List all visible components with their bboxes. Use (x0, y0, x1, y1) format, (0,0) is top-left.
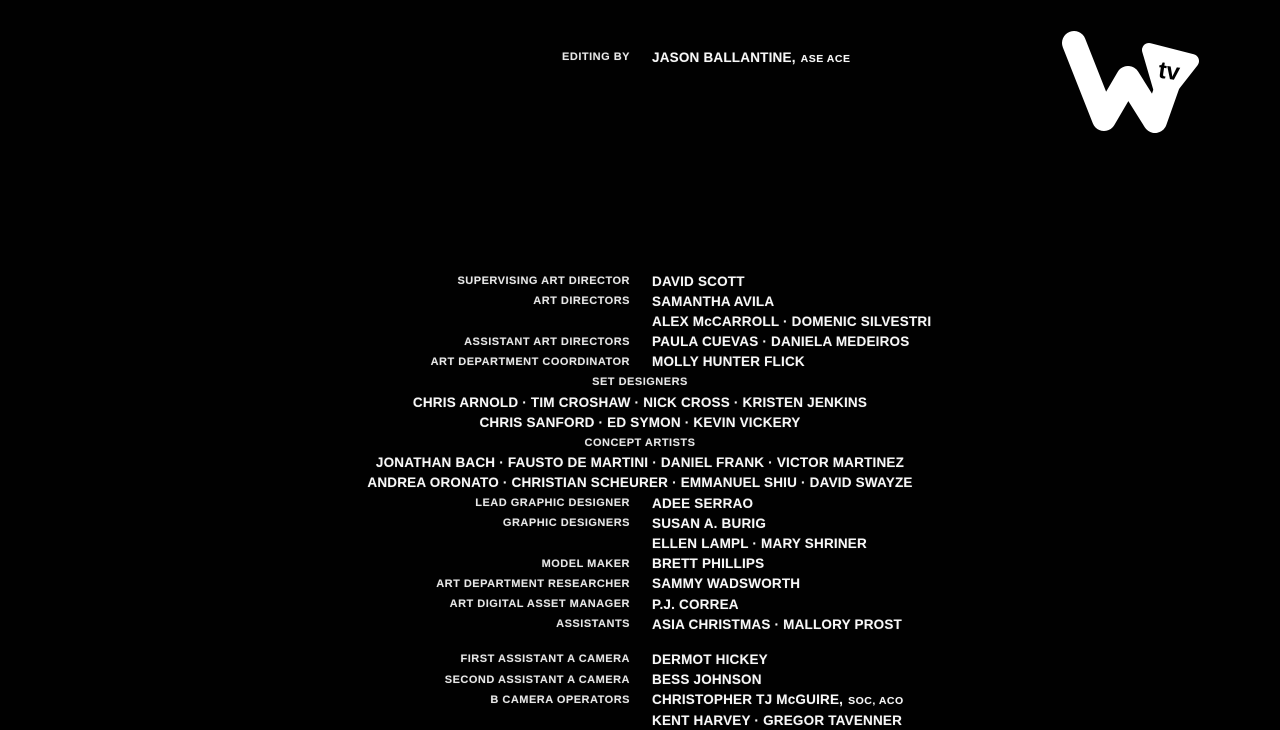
credit-name: ALEX McCARROLL · DOMENIC SILVESTRI (652, 313, 932, 329)
credit-name: DAVID SCOTT (652, 273, 745, 289)
credit-row (0, 614, 1280, 634)
credit-name: SUSAN A. BURIG (652, 515, 767, 531)
credit-role: ASSISTANTS (556, 618, 630, 631)
credit-role: ART DEPARTMENT COORDINATOR (430, 355, 630, 368)
credit-names-row (0, 473, 1280, 493)
credit-role: EDITING BY (562, 51, 630, 64)
credit-row (0, 513, 1280, 533)
credit-names-line: ANDREA ORONATO · CHRISTIAN SCHEURER · EMMANUEL SHIU · DAVID SWAYZE (367, 475, 913, 491)
credit-name: MOLLY HUNTER FLICK (652, 354, 805, 370)
credit-spacer (0, 634, 1280, 649)
credit-role: SUPERVISING ART DIRECTOR (457, 275, 630, 288)
credit-name: P.J. CORREA (652, 596, 739, 612)
credit-role: FIRST ASSISTANT A CAMERA (460, 653, 630, 666)
credit-name: SAMMY WADSWORTH (652, 576, 801, 592)
credit-row (0, 574, 1280, 594)
credit-role: GRAPHIC DESIGNERS (502, 517, 630, 530)
credit-row (0, 710, 1280, 730)
credit-names-row (0, 392, 1280, 412)
credit-row (0, 332, 1280, 352)
credit-name: ELLEN LAMPL · MARY SHRINER (652, 536, 867, 552)
credit-names-row (0, 453, 1280, 473)
credit-row (0, 311, 1280, 331)
credit-role: MODEL MAKER (541, 557, 630, 570)
credit-name: BRETT PHILLIPS (652, 556, 765, 572)
credits-rows (0, 271, 1280, 730)
credit-names-row (0, 412, 1280, 432)
credit-row (0, 352, 1280, 372)
credit-names-line: CHRIS ARNOLD · TIM CROSHAW · NICK CROSS · KRISTEN JENKINS (412, 394, 868, 410)
credit-name: CHRISTOPHER TJ McGUIRE, SOC, ACO (652, 692, 904, 708)
credit-role: ART DEPARTMENT RESEARCHER (436, 577, 630, 590)
credit-role: LEAD GRAPHIC DESIGNER (475, 497, 630, 510)
credit-group-heading: SET DESIGNERS (592, 376, 688, 389)
credit-name: PAULA CUEVAS · DANIELA MEDEIROS (652, 334, 910, 350)
tv-badge-label: tv (1156, 56, 1182, 87)
credit-row (0, 291, 1280, 311)
credit-row (0, 670, 1280, 690)
credit-role: SECOND ASSISTANT A CAMERA (444, 673, 630, 686)
credit-name-suffix: SOC, ACO (848, 695, 904, 708)
wtv-logo (1050, 26, 1205, 131)
credit-group-heading: CONCEPT ARTISTS (584, 436, 696, 449)
credit-name: DERMOT HICKEY (652, 651, 768, 667)
credit-heading-row (0, 372, 1280, 392)
credit-name: SAMANTHA AVILA (652, 293, 775, 309)
credit-name-main: JASON BALLANTINE, (652, 49, 796, 65)
credit-name: ADEE SERRAO (652, 495, 754, 511)
credit-role: ASSISTANT ART DIRECTORS (464, 335, 630, 348)
credit-role: B CAMERA OPERATORS (490, 693, 630, 706)
credit-row (0, 594, 1280, 614)
credit-row (0, 690, 1280, 710)
credit-role: ART DIGITAL ASSET MANAGER (449, 598, 630, 611)
credit-names-line: CHRIS SANFORD · ED SYMON · KEVIN VICKERY (479, 414, 801, 430)
credit-name: KENT HARVEY · GREGOR TAVENNER (652, 712, 903, 728)
credit-name-suffix: ASE ACE (800, 52, 851, 65)
credit-row (0, 533, 1280, 553)
credit-row (0, 554, 1280, 574)
credit-role: ART DIRECTORS (533, 295, 630, 308)
credit-row (0, 493, 1280, 513)
credit-row (0, 649, 1280, 669)
credit-name (652, 50, 850, 65)
credit-name: ASIA CHRISTMAS · MALLORY PROST (652, 616, 903, 632)
credit-name: BESS JOHNSON (652, 672, 762, 688)
credit-names-line: JONATHAN BACH · FAUSTO DE MARTINI · DANIEL FRANK · VICTOR MARTINEZ (375, 455, 905, 471)
credit-row (0, 271, 1280, 291)
credit-heading-row (0, 433, 1280, 453)
